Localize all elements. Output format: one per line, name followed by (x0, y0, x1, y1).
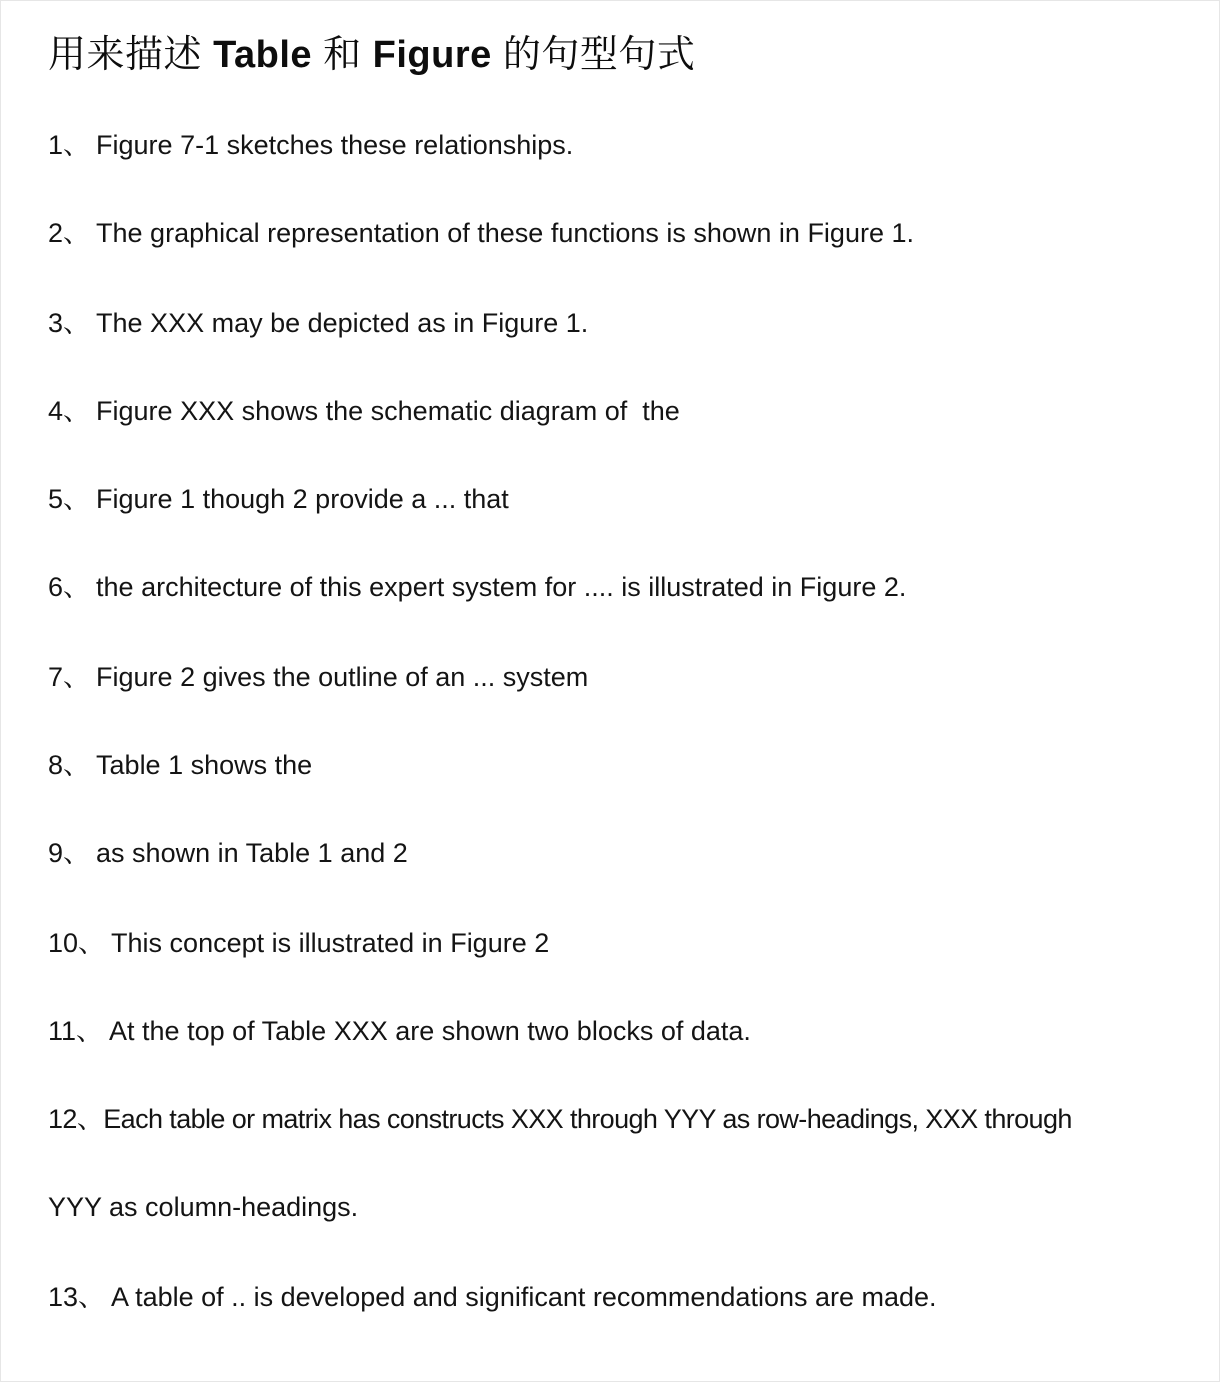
item-number: 3 (48, 308, 64, 338)
item-separator: 、 (76, 1016, 104, 1046)
list-item (48, 925, 549, 961)
list-item (48, 305, 588, 341)
item-number: 12 (48, 1104, 77, 1134)
page-title (48, 29, 695, 81)
item-text: This concept is illustrated in Figure 2 (111, 928, 550, 958)
item-separator: 、 (63, 662, 91, 692)
title-text-figure: Figure (372, 34, 492, 76)
item-text: Figure 1 though 2 provide a ... that (96, 484, 509, 514)
item-text: Figure XXX shows the schematic diagram of the (96, 396, 680, 426)
list-item (48, 659, 588, 695)
list-item-continuation: YYY as column-headings. (48, 1192, 359, 1222)
item-text: The XXX may be depicted as in Figure 1. (96, 308, 589, 338)
list-item (48, 1013, 751, 1049)
list-item (48, 127, 573, 163)
title-text-table: Table (213, 34, 313, 76)
title-text-5: 的句型句式 (502, 34, 696, 76)
title-text-1: 用来描述 (48, 34, 203, 76)
item-separator: 、 (63, 396, 91, 426)
item-number: 7 (48, 662, 64, 692)
list-item (48, 835, 408, 871)
list-item (48, 1279, 937, 1315)
item-text: The graphical representation of these functions is shown in Figure 1. (96, 218, 914, 248)
item-separator: 、 (78, 928, 106, 958)
list-item (48, 569, 906, 605)
list-item (48, 1101, 1072, 1137)
item-text: A table of .. is developed and significant recommendations are made. (111, 1282, 937, 1312)
item-text: Figure 2 gives the outline of an ... system (96, 662, 589, 692)
item-separator: 、 (63, 572, 91, 602)
list-item (48, 747, 312, 783)
list-item (48, 215, 914, 251)
item-text: Figure 7-1 sketches these relationships. (96, 130, 574, 160)
item-text: as shown in Table 1 and 2 (96, 838, 408, 868)
item-number: 11 (48, 1016, 77, 1046)
item-separator: 、 (76, 1104, 104, 1134)
item-number: 5 (48, 484, 64, 514)
item-separator: 、 (63, 750, 91, 780)
item-number: 10 (48, 928, 79, 958)
item-text: Each table or matrix has constructs XXX through YYY as row-headings, XXX through (103, 1104, 1072, 1134)
item-number: 2 (48, 218, 64, 248)
item-text: the architecture of this expert system for .... is illustrated in Figure 2. (96, 572, 907, 602)
item-separator: 、 (63, 218, 91, 248)
item-text: Table 1 shows the (96, 750, 313, 780)
item-number: 9 (48, 838, 64, 868)
title-text-3: 和 (323, 34, 362, 76)
item-separator: 、 (63, 130, 91, 160)
item-text: At the top of Table XXX are shown two blocks of data. (109, 1016, 751, 1046)
item-separator: 、 (78, 1282, 106, 1312)
item-number: 6 (48, 572, 64, 602)
item-separator: 、 (63, 484, 91, 514)
item-separator: 、 (63, 838, 91, 868)
item-number: 4 (48, 396, 64, 426)
item-number: 13 (48, 1282, 79, 1312)
item-number: 1 (48, 130, 64, 160)
item-separator: 、 (63, 308, 91, 338)
list-item (48, 393, 680, 429)
item-number: 8 (48, 750, 64, 780)
list-item (48, 481, 509, 517)
